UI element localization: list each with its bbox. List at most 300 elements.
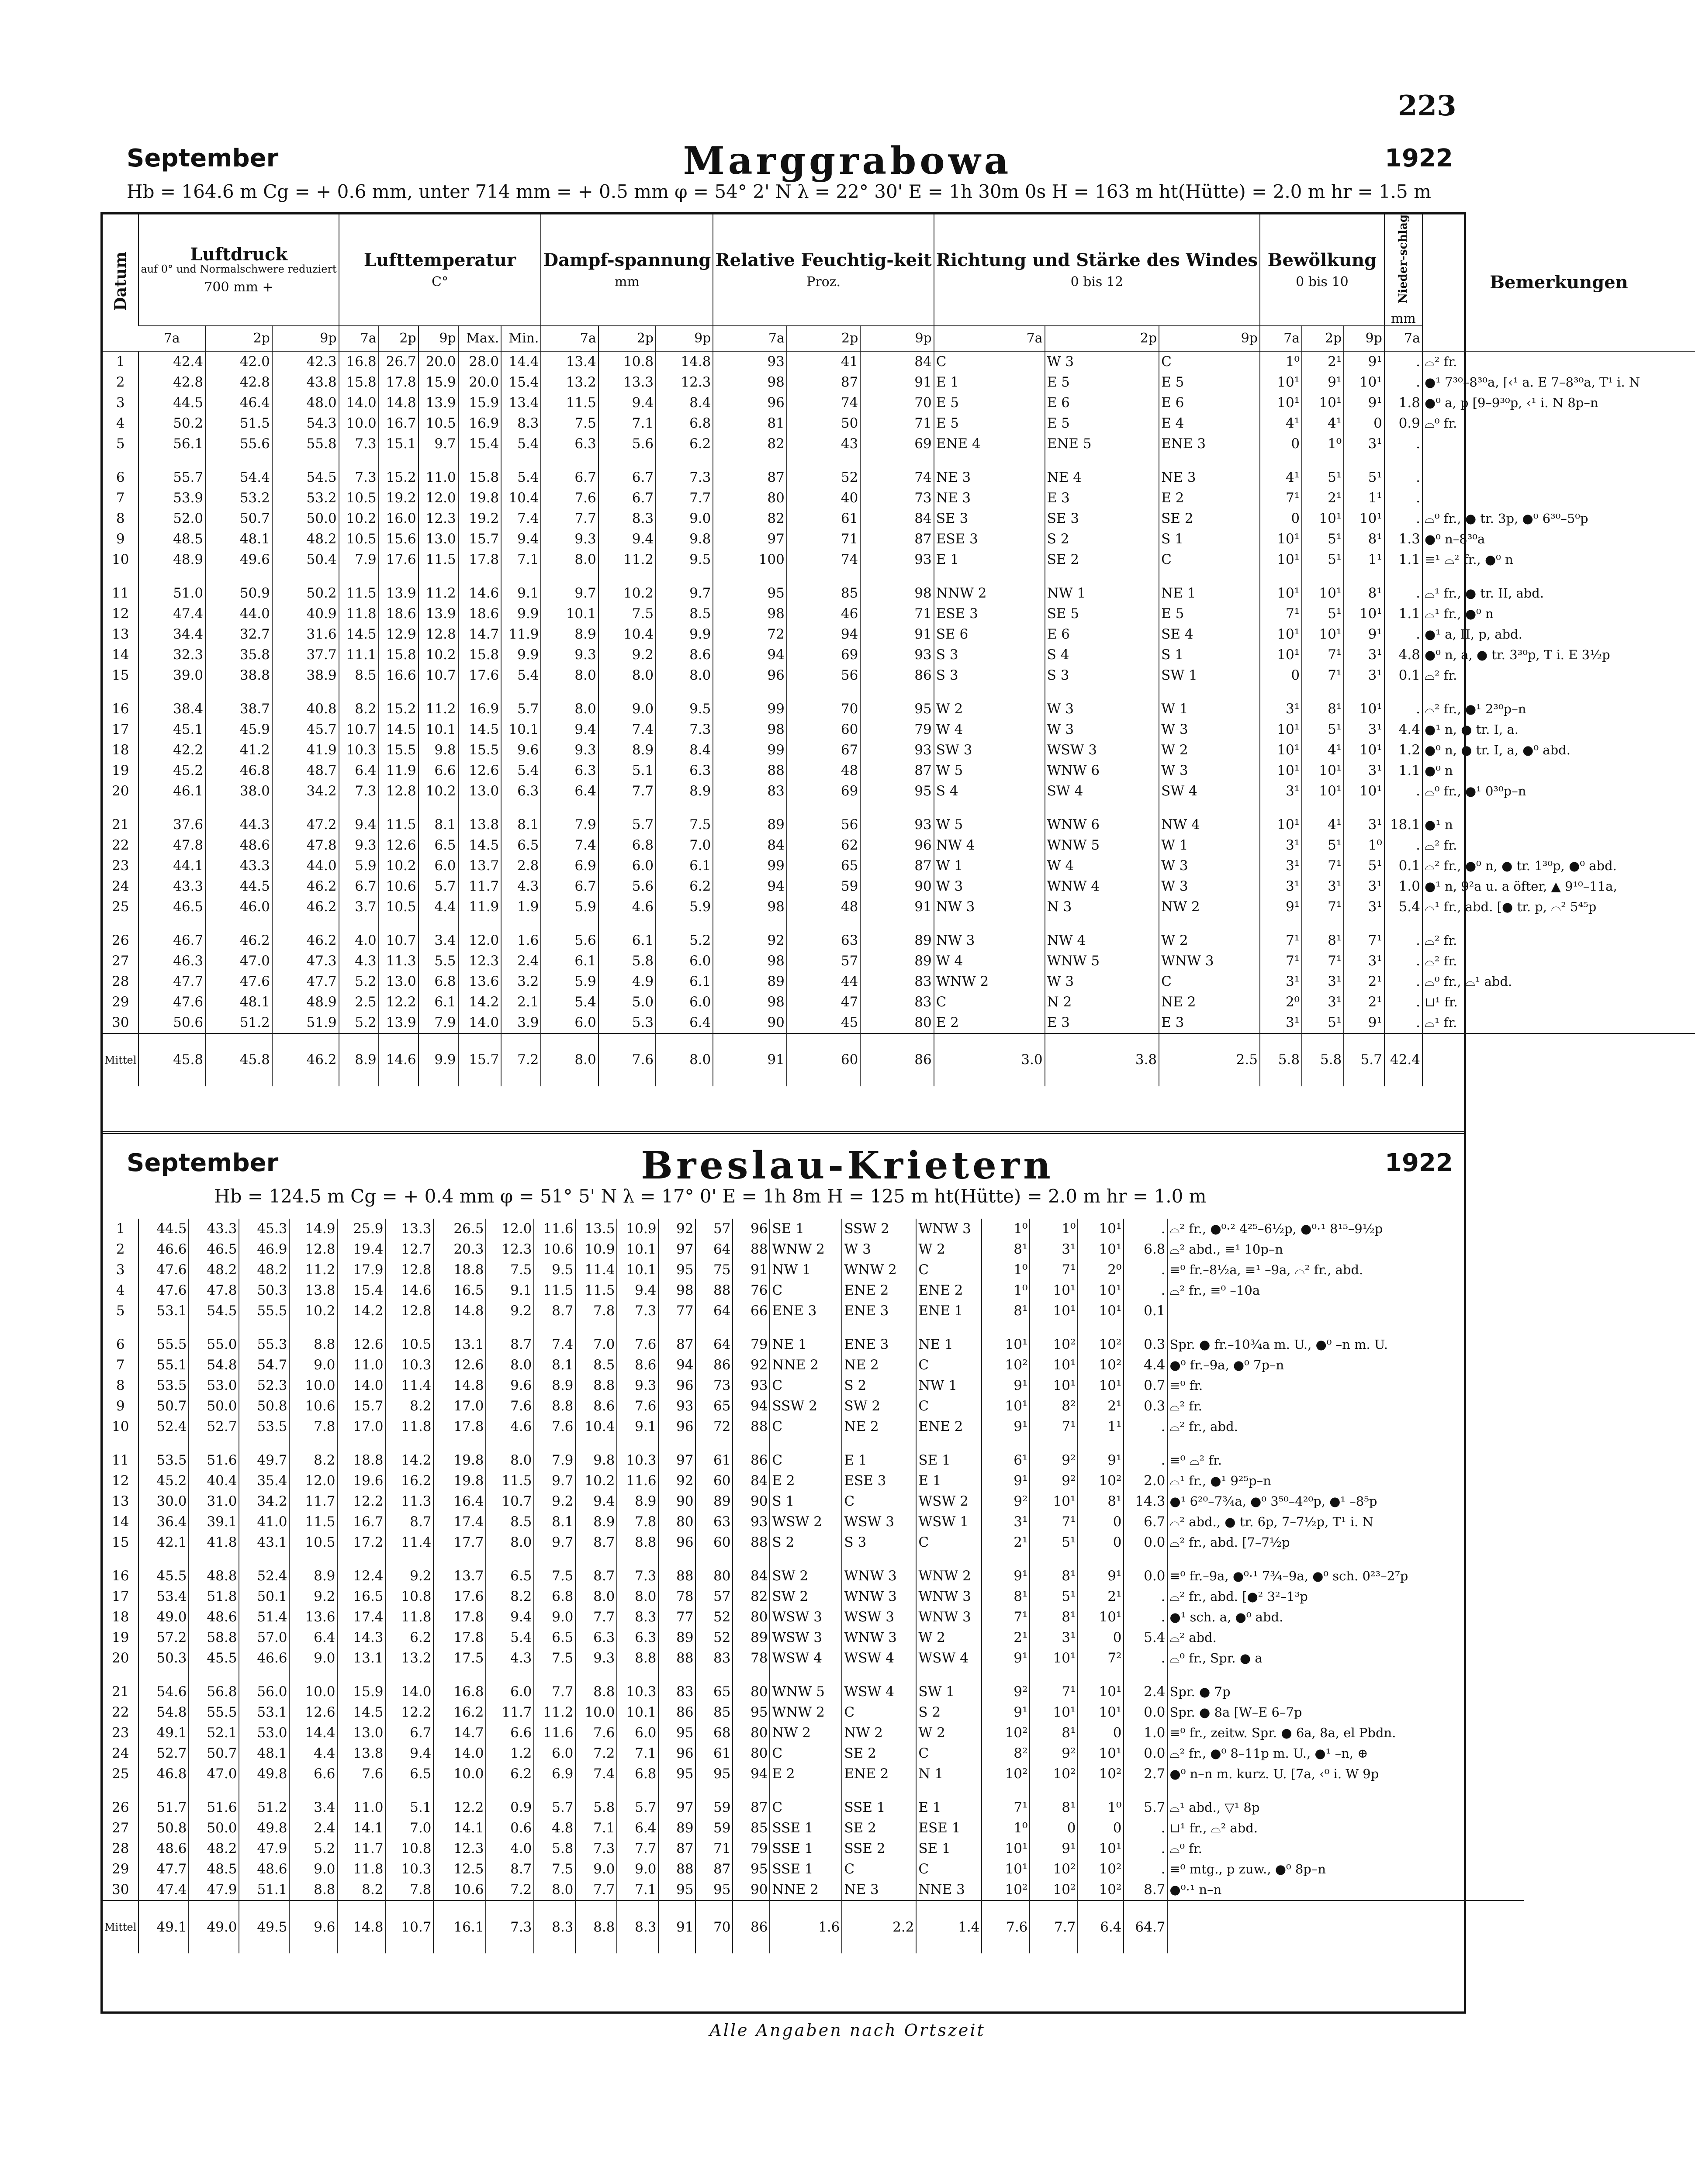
- cell-t9: 11.2: [419, 570, 458, 604]
- cell-tmax: 18.6: [458, 604, 502, 624]
- cell-e2: 6.8: [598, 835, 656, 856]
- day-cell: 3: [116, 394, 125, 411]
- cell-w7: SSW 2: [770, 1396, 842, 1417]
- cell-p9: 50.4: [272, 549, 339, 570]
- cell-f7: 95: [658, 1764, 695, 1784]
- cell-f9: 66: [733, 1301, 770, 1321]
- cell-t2: 13.0: [337, 1723, 385, 1743]
- cell-p9: 50.8: [239, 1396, 289, 1417]
- cell-t7: 14.0: [339, 393, 379, 413]
- cell-c7: 9²: [982, 1491, 1030, 1512]
- cell-c7: 3¹: [1260, 1013, 1302, 1033]
- cell-r: 0.0: [1124, 1553, 1167, 1586]
- cell-w7: WNW 2: [770, 1702, 842, 1723]
- cell-t7: 6.7: [339, 876, 379, 897]
- cell-e7: 9.0: [534, 1607, 575, 1628]
- cell-tmax: 15.8: [458, 645, 502, 665]
- table-row: [103, 351, 1695, 372]
- cell-c2: 9²: [1030, 1743, 1078, 1764]
- cell-f9: 84: [860, 351, 934, 372]
- cell-e7: 8.8: [534, 1396, 575, 1417]
- day-cell: 25: [111, 898, 129, 915]
- hdr-w2: 2p: [1045, 326, 1159, 351]
- cell-e9: 6.2: [656, 876, 713, 897]
- cell-e2: 10.2: [575, 1471, 617, 1491]
- cell-e9: 6.8: [656, 413, 713, 434]
- cell-c9: 9¹: [1078, 1437, 1124, 1471]
- cell-c9: 2¹: [1344, 992, 1384, 1013]
- remarks-cell: ●¹ n, ● tr. I, a.: [1422, 719, 1695, 740]
- table-row: [103, 1239, 1524, 1260]
- cell-t2: 15.9: [337, 1669, 385, 1702]
- cell-w7: NW 3: [934, 897, 1045, 917]
- cell-t7: 9.0: [289, 1859, 337, 1880]
- cell-tmin: 6.3: [501, 781, 541, 802]
- cell-t7: 15.8: [339, 372, 379, 393]
- cell-t2: 15.5: [379, 740, 419, 760]
- cell-t7: 4.4: [289, 1743, 337, 1764]
- cell-p7: 47.7: [138, 971, 205, 992]
- header-niederschlag-unit: mm: [1391, 311, 1416, 326]
- cell-t2: 15.7: [337, 1396, 385, 1417]
- cell-w2: S 3: [842, 1532, 916, 1553]
- cell-c2: 1⁰: [1302, 434, 1344, 454]
- cell-f7: 87: [713, 454, 786, 488]
- cell-e2: 7.1: [598, 413, 656, 434]
- cell-c2: 5¹: [1302, 719, 1344, 740]
- cell-r: 6.7: [1124, 1512, 1167, 1532]
- cell-t7: 5.2: [339, 1013, 379, 1033]
- cell-e7: 4.8: [534, 1818, 575, 1838]
- day-cell: 7: [116, 1357, 125, 1373]
- cell-e7: 9.5: [534, 1260, 575, 1280]
- cell-p7: 53.4: [138, 1586, 189, 1607]
- cell-f9: 70: [860, 393, 934, 413]
- cell-p9: 50.0: [272, 508, 339, 529]
- cell-p2: 48.2: [189, 1838, 239, 1859]
- cell-t2: 14.5: [337, 1702, 385, 1723]
- cell-f9: 80: [733, 1743, 770, 1764]
- cell-w2: E 5: [1045, 372, 1159, 393]
- cell-p9: 48.6: [239, 1859, 289, 1880]
- cell-tmin: 9.4: [486, 1607, 534, 1628]
- cell-w7: SW 3: [934, 740, 1045, 760]
- cell-r: .: [1124, 1417, 1167, 1437]
- cell-w9: NE 1: [1159, 570, 1260, 604]
- cell-w7: E 2: [770, 1764, 842, 1784]
- cell-t7: 4.3: [339, 951, 379, 971]
- day-cell: 20: [111, 1650, 129, 1666]
- cell-c2: 9¹: [1030, 1838, 1078, 1859]
- cell-c9: 10¹: [1078, 1743, 1124, 1764]
- cell-tmax: 26.5: [433, 1219, 486, 1239]
- day-cell: 4: [116, 415, 125, 431]
- cell-c7: 10¹: [1260, 645, 1302, 665]
- cell-f9: 86: [733, 1437, 770, 1471]
- cell-c2: 5¹: [1302, 1013, 1344, 1033]
- cell-w9: S 1: [1159, 529, 1260, 549]
- cell-f9: 87: [860, 856, 934, 876]
- cell-r: 2.0: [1124, 1471, 1167, 1491]
- cell-c9: 1¹: [1344, 549, 1384, 570]
- cell-c7: 4¹: [1260, 454, 1302, 488]
- cell-f9: 86: [860, 665, 934, 686]
- cell-c2: 10¹: [1030, 1491, 1078, 1512]
- cell-p2: 44.0: [205, 604, 272, 624]
- cell-t7: 11.7: [289, 1491, 337, 1512]
- cell-p2: 38.8: [205, 665, 272, 686]
- cell-t2: 14.1: [337, 1818, 385, 1838]
- cell-p2: 49.6: [205, 549, 272, 570]
- cell-r: .: [1124, 1219, 1167, 1239]
- cell-r: 2.7: [1124, 1764, 1167, 1784]
- cell-c2: 5¹: [1030, 1586, 1078, 1607]
- mean-p9: 49.5: [239, 1901, 289, 1953]
- cell-t2: 26.7: [379, 351, 419, 372]
- cell-w9: W 1: [1159, 686, 1260, 719]
- cell-f2: 60: [695, 1532, 733, 1553]
- cell-c7: 7¹: [1260, 917, 1302, 951]
- cell-c2: 5¹: [1302, 835, 1344, 856]
- cell-r: .: [1384, 992, 1422, 1013]
- table-row: [103, 604, 1695, 624]
- cell-f2: 52: [695, 1628, 733, 1648]
- cell-t9: 14.2: [385, 1437, 433, 1471]
- cell-p9: 46.2: [272, 897, 339, 917]
- cell-p9: 47.3: [272, 951, 339, 971]
- cell-w2: C: [842, 1859, 916, 1880]
- cell-w2: ESE 3: [842, 1471, 916, 1491]
- cell-e2: 11.2: [598, 549, 656, 570]
- cell-c2: 10¹: [1302, 624, 1344, 645]
- cell-w2: S 3: [1045, 665, 1159, 686]
- cell-f2: 65: [695, 1396, 733, 1417]
- cell-c2: 5¹: [1302, 549, 1344, 570]
- cell-p2: 47.0: [189, 1764, 239, 1784]
- cell-p7: 44.1: [138, 856, 205, 876]
- cell-e9: 7.0: [656, 835, 713, 856]
- cell-t7: 13.6: [289, 1607, 337, 1628]
- cell-f7: 82: [713, 508, 786, 529]
- cell-w7: S 3: [934, 665, 1045, 686]
- cell-c7: 3¹: [1260, 856, 1302, 876]
- mean-f7: 91: [658, 1901, 695, 1953]
- cell-w7: W 5: [934, 802, 1045, 835]
- cell-f2: 74: [787, 393, 860, 413]
- cell-c2: 10²: [1030, 1321, 1078, 1355]
- cell-p9: 34.2: [272, 781, 339, 802]
- table-row: [103, 897, 1695, 917]
- cell-t2: 18.6: [379, 604, 419, 624]
- cell-t9: 12.7: [385, 1239, 433, 1260]
- cell-t2: 14.8: [379, 393, 419, 413]
- cell-f9: 91: [860, 372, 934, 393]
- cell-w9: WNW 2: [916, 1553, 982, 1586]
- cell-e9: 12.3: [656, 372, 713, 393]
- cell-tmin: 11.9: [501, 624, 541, 645]
- cell-p7: 55.1: [138, 1355, 189, 1375]
- cell-p7: 52.4: [138, 1417, 189, 1437]
- cell-r: .: [1384, 1013, 1422, 1033]
- cell-f9: 78: [733, 1648, 770, 1669]
- cell-r: 14.3: [1124, 1491, 1167, 1512]
- cell-e2: 5.7: [598, 802, 656, 835]
- cell-t9: 10.8: [385, 1838, 433, 1859]
- cell-f7: 83: [658, 1669, 695, 1702]
- cell-t2: 16.7: [337, 1512, 385, 1532]
- cell-c2: 5¹: [1302, 529, 1344, 549]
- cell-t7: 10.2: [289, 1301, 337, 1321]
- remarks-cell: ⌓² fr.: [1422, 351, 1695, 372]
- cell-f9: 93: [860, 740, 934, 760]
- cell-t7: 2.5: [339, 992, 379, 1013]
- cell-tmax: 17.5: [433, 1648, 486, 1669]
- cell-w9: NE 1: [916, 1321, 982, 1355]
- day-cell: 9: [116, 1398, 125, 1414]
- cell-c7: 3¹: [1260, 835, 1302, 856]
- cell-t7: 5.2: [339, 971, 379, 992]
- cell-f7: 97: [658, 1437, 695, 1471]
- table-row: [103, 1669, 1524, 1702]
- cell-f2: 63: [695, 1512, 733, 1532]
- cell-w9: SW 1: [1159, 665, 1260, 686]
- cell-tmin: 5.7: [501, 686, 541, 719]
- cell-tmin: 8.0: [486, 1355, 534, 1375]
- cell-c9: 1¹: [1344, 488, 1384, 508]
- cell-e9: 9.5: [656, 686, 713, 719]
- hdr-tmin: Min.: [501, 326, 541, 351]
- cell-e7: 8.7: [534, 1301, 575, 1321]
- cell-t7: 12.6: [289, 1702, 337, 1723]
- hdr-e2: 2p: [598, 326, 656, 351]
- table-row: [103, 1219, 1524, 1239]
- cell-r: 0.3: [1124, 1396, 1167, 1417]
- cell-e9: 7.1: [617, 1743, 658, 1764]
- cell-t9: 7.8: [385, 1880, 433, 1901]
- cell-e9: 5.9: [656, 897, 713, 917]
- cell-t7: 12.8: [289, 1239, 337, 1260]
- cell-p7: 56.1: [138, 434, 205, 454]
- remarks-cell: ●⁰·¹ n–n: [1167, 1880, 1524, 1901]
- cell-f2: 57: [695, 1586, 733, 1607]
- cell-c2: 5¹: [1030, 1532, 1078, 1553]
- cell-p2: 50.0: [189, 1818, 239, 1838]
- cell-t9: 6.1: [419, 992, 458, 1013]
- cell-tmin: 11.5: [486, 1471, 534, 1491]
- cell-c9: 10¹: [1078, 1375, 1124, 1396]
- remarks-cell: ⌓² fr.: [1167, 1396, 1524, 1417]
- cell-w9: SW 1: [916, 1669, 982, 1702]
- station-name: Breslau-Krietern: [641, 1144, 1054, 1188]
- table-row: [103, 529, 1695, 549]
- cell-w2: N 2: [1045, 992, 1159, 1013]
- cell-tmin: 9.1: [486, 1280, 534, 1301]
- cell-f2: 74: [787, 549, 860, 570]
- cell-f7: 98: [658, 1280, 695, 1301]
- cell-e2: 7.1: [575, 1818, 617, 1838]
- cell-tmin: 15.4: [501, 372, 541, 393]
- cell-e2: 8.3: [598, 508, 656, 529]
- cell-c2: 10²: [1030, 1764, 1078, 1784]
- cell-c2: 4¹: [1302, 413, 1344, 434]
- remarks-cell: ⌓² fr., ●¹ 2³⁰p–n: [1422, 686, 1695, 719]
- cell-e9: 10.9: [617, 1219, 658, 1239]
- cell-t7: 7.3: [339, 781, 379, 802]
- remarks-cell: ⌓² fr., abd. [●² 3²–1³p: [1167, 1586, 1524, 1607]
- mean-w7: 3.0: [934, 1033, 1045, 1086]
- cell-tmin: 6.5: [486, 1553, 534, 1586]
- cell-p9: 52.3: [239, 1375, 289, 1396]
- cell-f9: 80: [733, 1669, 770, 1702]
- cell-t2: 12.8: [379, 781, 419, 802]
- cell-c7: 10¹: [982, 1321, 1030, 1355]
- cell-w2: SSE 1: [842, 1784, 916, 1818]
- cell-p9: 50.2: [272, 570, 339, 604]
- cell-c9: 2¹: [1344, 971, 1384, 992]
- table-row: [103, 802, 1695, 835]
- cell-t2: 18.8: [337, 1437, 385, 1471]
- cell-tmin: 1.6: [501, 917, 541, 951]
- cell-f7: 94: [713, 876, 786, 897]
- cell-c7: 10²: [982, 1355, 1030, 1375]
- cell-w7: E 2: [934, 1013, 1045, 1033]
- cell-e2: 8.0: [598, 665, 656, 686]
- cell-f7: 80: [658, 1512, 695, 1532]
- cell-p9: 41.0: [239, 1512, 289, 1532]
- cell-c2: 1⁰: [1030, 1219, 1078, 1239]
- cell-w2: NW 1: [1045, 570, 1159, 604]
- cell-t2: 12.4: [337, 1553, 385, 1586]
- mean-w9: 1.4: [916, 1901, 982, 1953]
- cell-e9: 7.3: [617, 1301, 658, 1321]
- cell-p7: 47.6: [138, 1280, 189, 1301]
- cell-t7: 8.9: [289, 1553, 337, 1586]
- cell-w9: NW 1: [916, 1375, 982, 1396]
- cell-f7: 89: [658, 1818, 695, 1838]
- cell-w2: C: [842, 1702, 916, 1723]
- hdr-tmax: Max.: [458, 326, 502, 351]
- day-cell: 2: [116, 374, 125, 390]
- cell-w7: C: [770, 1417, 842, 1437]
- cell-e2: 10.2: [598, 570, 656, 604]
- cell-e9: 8.9: [617, 1491, 658, 1512]
- table-row: [103, 719, 1695, 740]
- cell-w7: S 3: [934, 645, 1045, 665]
- cell-f9: 71: [860, 413, 934, 434]
- cell-p2: 51.8: [189, 1586, 239, 1607]
- cell-e9: 7.3: [656, 454, 713, 488]
- cell-p7: 45.2: [138, 760, 205, 781]
- cell-p9: 47.9: [239, 1838, 289, 1859]
- cell-c9: 10¹: [1344, 372, 1384, 393]
- cell-c7: 10¹: [1260, 549, 1302, 570]
- cell-c9: 10¹: [1078, 1280, 1124, 1301]
- cell-tmax: 14.5: [458, 719, 502, 740]
- cell-tmin: 4.6: [486, 1417, 534, 1437]
- cell-e9: 9.0: [656, 508, 713, 529]
- cell-t9: 10.5: [419, 413, 458, 434]
- header-luftdruck-unit: 700 mm +: [204, 280, 273, 295]
- cell-e2: 7.4: [575, 1764, 617, 1784]
- cell-w2: WSW 3: [842, 1512, 916, 1532]
- mean-f9: 86: [733, 1901, 770, 1953]
- cell-t9: 9.2: [385, 1553, 433, 1586]
- cell-p7: 48.6: [138, 1838, 189, 1859]
- cell-p7: 42.2: [138, 740, 205, 760]
- cell-c9: 3¹: [1344, 876, 1384, 897]
- cell-e2: 7.7: [575, 1880, 617, 1901]
- cell-p7: 45.1: [138, 719, 205, 740]
- table-row: [103, 393, 1695, 413]
- cell-p2: 48.2: [189, 1260, 239, 1280]
- cell-e7: 9.3: [541, 645, 598, 665]
- mean-w9: 2.5: [1159, 1033, 1260, 1086]
- cell-e9: 6.4: [656, 1013, 713, 1033]
- cell-e9: 9.9: [656, 624, 713, 645]
- cell-w7: WSW 4: [770, 1648, 842, 1669]
- cell-c2: 3¹: [1302, 992, 1344, 1013]
- cell-f7: 93: [658, 1396, 695, 1417]
- cell-f7: 99: [713, 740, 786, 760]
- cell-e2: 8.8: [575, 1669, 617, 1702]
- cell-t9: 10.3: [385, 1355, 433, 1375]
- mean-tmin: 7.2: [501, 1033, 541, 1086]
- cell-c2: 8¹: [1302, 917, 1344, 951]
- cell-t2: 19.2: [379, 488, 419, 508]
- cell-p2: 44.5: [205, 876, 272, 897]
- cell-t2: 11.3: [379, 951, 419, 971]
- cell-w7: E 2: [770, 1471, 842, 1491]
- cell-f7: 96: [658, 1417, 695, 1437]
- cell-p2: 48.6: [189, 1607, 239, 1628]
- table-row: [103, 1702, 1524, 1723]
- remarks-cell: ⌓⁰ fr.: [1167, 1838, 1524, 1859]
- cell-t2: 13.9: [379, 1013, 419, 1033]
- cell-e9: 8.9: [656, 781, 713, 802]
- remarks-cell: [1167, 1301, 1524, 1321]
- cell-f7: 98: [713, 604, 786, 624]
- cell-t2: 7.6: [337, 1764, 385, 1784]
- cell-f2: 73: [695, 1375, 733, 1396]
- cell-e9: 8.6: [617, 1355, 658, 1375]
- cell-w2: ENE 2: [842, 1764, 916, 1784]
- cell-w7: S 4: [934, 781, 1045, 802]
- cell-e9: 5.2: [656, 917, 713, 951]
- cell-t7: 5.9: [339, 856, 379, 876]
- cell-w2: SE 2: [1045, 549, 1159, 570]
- remarks-cell: ≡⁰ fr.–9a, ●⁰·¹ 7¾–9a, ●⁰ sch. 0²³–2⁷p: [1167, 1553, 1524, 1586]
- mean-p2: 45.8: [205, 1033, 272, 1086]
- cell-p9: 49.7: [239, 1437, 289, 1471]
- cell-r: .: [1124, 1838, 1167, 1859]
- cell-w7: WSW 3: [770, 1607, 842, 1628]
- cell-w2: E 5: [1045, 413, 1159, 434]
- cell-e7: 8.9: [541, 624, 598, 645]
- cell-e2: 8.9: [575, 1512, 617, 1532]
- cell-r: .: [1384, 624, 1422, 645]
- cell-t7: 14.9: [289, 1219, 337, 1239]
- cell-r: .: [1384, 434, 1422, 454]
- cell-e2: 5.8: [598, 951, 656, 971]
- cell-t7: 14.5: [339, 624, 379, 645]
- cell-w2: NE 4: [1045, 454, 1159, 488]
- remarks-cell: ⌓² fr.: [1422, 917, 1695, 951]
- cell-t2: 13.1: [337, 1648, 385, 1669]
- cell-t7: 7.3: [339, 454, 379, 488]
- table-row: [103, 1784, 1524, 1818]
- cell-w2: E 3: [1045, 488, 1159, 508]
- table-row: [103, 508, 1695, 529]
